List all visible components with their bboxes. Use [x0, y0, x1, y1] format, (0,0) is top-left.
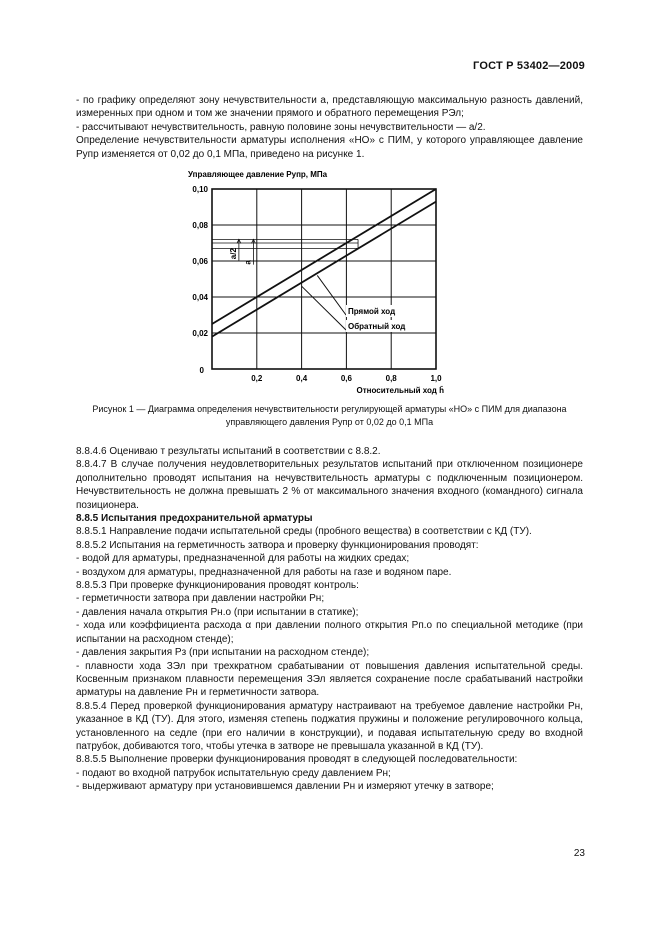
body-paragraph: 8.8.4.6 Оцениваю т результаты испытаний в соответствии с 8.8.2. [76, 446, 381, 457]
body-paragraph: - давления закрытия Pз (при испытании на расходном стенде); [76, 647, 370, 659]
y-tick-label: 0,06 [192, 257, 208, 266]
x-axis-label: Относительный ход h̄ [356, 386, 444, 395]
legend-label: Обратный ход [348, 322, 406, 331]
y-tick-label: 0,08 [192, 221, 208, 230]
body-paragraph: 8.8.5.2 Испытания на герметичность затвора и проверку функционирования проводят: [76, 539, 479, 551]
x-tick-label: 0,4 [296, 374, 308, 383]
legend-label: Прямой ход [348, 307, 396, 316]
plot-frame [212, 189, 436, 369]
chart-title: Управляющее давление Pупр, МПа [188, 170, 328, 179]
intro-paragraph: - по графику определяют зону нечувствительности a, представляющую максимальную разность давлений, измеренных при одном и том же значении прямого и обратного перемещения РЭл; [76, 95, 583, 120]
body-paragraph: 8.8.4.7 В случае получения неудовлетворительных результатов испытаний при отключенном позиционере дополнительно проводят испытания на нечувствительность арматуры с подключенным позиционером. Нечувствительность не должна превышать 2 % от максимального значения входного (командного) сигнала позиционера. [76, 459, 583, 511]
y-tick-label: 0,04 [192, 293, 208, 302]
body-paragraph: - хода или коэффициента расхода α при давлении полного открытия Pп.о по специальной методике (при испытании на расходном стенде); [76, 620, 583, 645]
body-paragraph: - водой для арматуры, предназначенной для работы на жидких средах; [76, 553, 410, 565]
body-paragraph: - выдерживают арматуру при установившемся давлении Pн и измеряют утечку в затворе; [76, 781, 494, 793]
x-tick-label: 0,6 [340, 374, 352, 383]
body-paragraph: 8.8.5.5 Выполнение проверки функционирования проводят в следующей последовательности: [76, 754, 518, 766]
body-paragraph: - герметичности затвора при давлении настройки Pн; [76, 593, 325, 605]
x-tick-label: 0,2 [251, 374, 263, 383]
insensitivity-chart [160, 163, 460, 398]
body-paragraph: - подают во входной патрубок испытательную среду давлением Pн; [76, 767, 391, 779]
origin-label: 0 [199, 366, 204, 375]
y-tick-label: 0,10 [192, 185, 208, 194]
annotation-label: a/2 [228, 248, 238, 260]
x-tick-label: 1,0 [430, 374, 442, 383]
body-paragraph: - воздухом для арматуры, предназначенной для работы на газе и водяном паре. [76, 566, 452, 578]
intro-paragraph: - рассчитывают нечувствительность, равную половине зоны нечувствительности — a/2. [76, 121, 486, 133]
body-paragraph: - плавности хода ЗЭл при трехкратном срабатывании от повышения давления испытательной среды. Косвенным признаком плавности перемещения ЗЭл является сохранение после срабатываний настройки арматуры на давление Pн и герметичности затвора. [76, 660, 583, 699]
body-paragraph: 8.8.5.3 При проверке функционирования проводят контроль: [76, 580, 359, 592]
legend-leader [317, 275, 346, 315]
document-header: ГОСТ Р 53402—2009 [473, 60, 585, 72]
series-line-forward [212, 189, 436, 324]
x-tick-label: 0,8 [385, 374, 397, 383]
legend-leader [302, 286, 346, 330]
section-heading: 8.8.5 Испытания предохранительной арматуры [76, 513, 313, 525]
y-tick-label: 0,02 [192, 329, 208, 338]
intro-paragraph: Определение нечувствительности арматуры исполнения «НО» с ПИМ, у которого управляющее давление Pупр изменяется от 0,02 до 0,1 МПа, приведено на рисунке 1. [76, 135, 583, 160]
body-paragraph: 8.8.5.1 Направление подачи испытательной среды (пробного вещества) в соответствии с КД (ТУ). [76, 526, 532, 538]
page-number: 23 [573, 848, 585, 859]
body-text [76, 445, 583, 794]
intro-text [76, 94, 583, 161]
figure-caption: Рисунок 1 — Диаграмма определения нечувствительности регулирующей арматуры «НО» с ПИМ для диапазона управляющего давления Pупр от 0,02 до 0,1 МПа [92, 404, 567, 427]
annotation-label: a [243, 260, 253, 265]
body-paragraph: 8.8.5.4 Перед проверкой функционирования арматуру настраивают на требуемое давление настройки Pн, указанное в КД (ТУ). Для этого, изменяя степень поджатия пружины и положение регулировочного кольца, установленного на седле (при его наличии в конструкции), и подавая испытательную среду во входной патрубок, добиваются того, чтобы утечка в затворе не превышала указанной в КД (ТУ). [76, 700, 583, 752]
body-paragraph: - давления начала открытия Pн.о (при испытании в статике); [76, 606, 359, 618]
